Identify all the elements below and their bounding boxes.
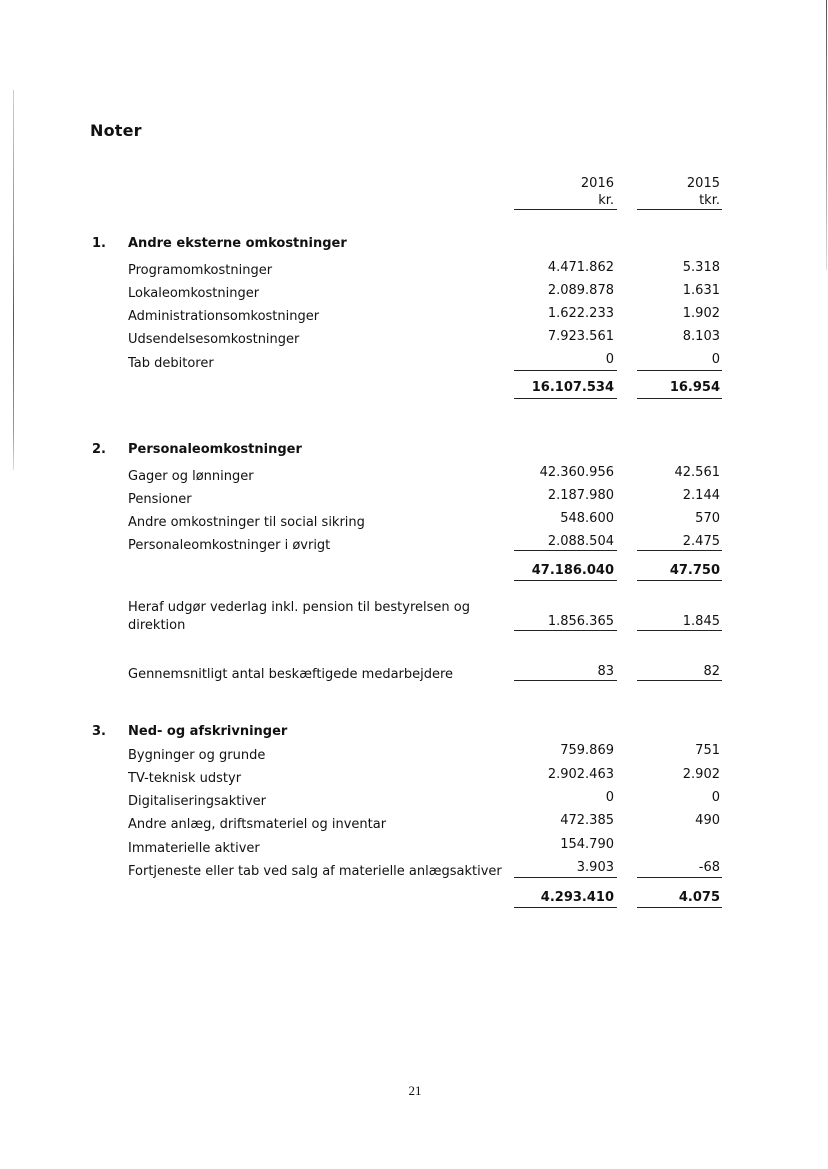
row-label: Programomkostninger [128, 263, 273, 278]
divider [514, 209, 617, 210]
value-2015: 2.902 [682, 767, 720, 782]
row-label: Digitaliseringsaktiver [128, 794, 267, 809]
divider [514, 680, 617, 681]
divider [637, 370, 722, 371]
column-header-2016 [514, 175, 614, 209]
scan-edge-left [13, 90, 14, 470]
note-number: 3. [92, 724, 106, 739]
value-2015: 490 [695, 813, 720, 828]
divider [637, 630, 722, 631]
column-unit: kr. [598, 193, 614, 208]
divider [637, 209, 722, 210]
value-2016: 3.903 [576, 860, 614, 875]
divider [637, 877, 722, 878]
value-2016: 472.385 [560, 813, 614, 828]
row-label: Andre anlæg, driftsmateriel og inventar [128, 817, 387, 832]
divider [514, 580, 617, 581]
divider [637, 680, 722, 681]
value-2015: 1.902 [682, 306, 720, 321]
row-label: TV-teknisk udstyr [128, 771, 242, 786]
divider [637, 398, 722, 399]
total-2015: 47.750 [669, 563, 720, 578]
row-label: Andre omkostninger til social sikring [128, 515, 365, 530]
note-title: Personaleomkostninger [128, 442, 302, 457]
row-label: Fortjeneste eller tab ved salg af materielle anlægsaktiver [128, 864, 502, 879]
value-2015: 2.144 [682, 488, 720, 503]
column-year: 2015 [686, 176, 720, 191]
divider [514, 877, 617, 878]
row-label: Bygninger og grunde [128, 748, 266, 763]
row-label: Immaterielle aktiver [128, 841, 260, 856]
column-unit: tkr. [699, 193, 720, 208]
value-2015: -68 [698, 860, 720, 875]
value-2016: 548.600 [560, 511, 614, 526]
row-label: Gennemsnitligt antal beskæftigede medarbejdere [128, 667, 454, 682]
value-2015: 570 [695, 511, 720, 526]
divider [514, 907, 617, 908]
value-2016: 154.790 [560, 837, 614, 852]
divider [514, 550, 617, 551]
value-2016: 42.360.956 [539, 465, 614, 480]
value-2016: 1.622.233 [547, 306, 614, 321]
value-2015: 1.631 [682, 283, 720, 298]
value-2016: 4.471.862 [547, 260, 614, 275]
note-number: 1. [92, 236, 106, 251]
row-label: Heraf udgør vederlag inkl. pension til bestyrelsen og [128, 600, 470, 615]
row-label: Personaleomkostninger i øvrigt [128, 538, 331, 553]
value-2015: 8.103 [682, 329, 720, 344]
divider [637, 550, 722, 551]
total-2016: 16.107.534 [531, 380, 614, 395]
divider [514, 370, 617, 371]
row-label: Udsendelsesomkostninger [128, 332, 300, 347]
value-2015: 751 [695, 743, 720, 758]
divider [637, 907, 722, 908]
divider [637, 580, 722, 581]
value-2015: 0 [711, 352, 720, 367]
value-2015: 42.561 [674, 465, 720, 480]
value-2016: 759.869 [560, 743, 614, 758]
value-2016: 2.902.463 [547, 767, 614, 782]
page-title: Noter [90, 121, 142, 140]
value-2016: 2.088.504 [547, 534, 614, 549]
scan-edge-right [826, 0, 827, 270]
total-2016: 47.186.040 [531, 563, 614, 578]
value-2016: 7.923.561 [547, 329, 614, 344]
divider [514, 630, 617, 631]
value-2016: 1.856.365 [547, 614, 614, 629]
column-header-2015 [637, 175, 720, 209]
value-2016: 0 [605, 352, 614, 367]
total-2015: 4.075 [678, 890, 720, 905]
value-2016: 2.187.980 [547, 488, 614, 503]
total-2016: 4.293.410 [540, 890, 614, 905]
value-2016: 83 [597, 664, 614, 679]
value-2016: 0 [605, 790, 614, 805]
row-label: Pensioner [128, 492, 192, 507]
note-number: 2. [92, 442, 106, 457]
row-label: Lokaleomkostninger [128, 286, 260, 301]
value-2015: 82 [703, 664, 720, 679]
value-2015: 1.845 [682, 614, 720, 629]
row-label: Administrationsomkostninger [128, 309, 320, 324]
divider [514, 398, 617, 399]
total-2015: 16.954 [669, 380, 720, 395]
value-2016: 2.089.878 [547, 283, 614, 298]
row-label: Tab debitorer [128, 356, 214, 371]
row-label-continued: direktion [128, 618, 186, 633]
value-2015: 0 [711, 790, 720, 805]
row-label: Gager og lønninger [128, 469, 254, 484]
value-2015: 2.475 [682, 534, 720, 549]
column-year: 2016 [580, 176, 614, 191]
page-number: 21 [408, 1083, 422, 1098]
note-title: Andre eksterne omkostninger [128, 236, 347, 251]
note-title: Ned- og afskrivninger [128, 724, 288, 739]
value-2015: 5.318 [682, 260, 720, 275]
